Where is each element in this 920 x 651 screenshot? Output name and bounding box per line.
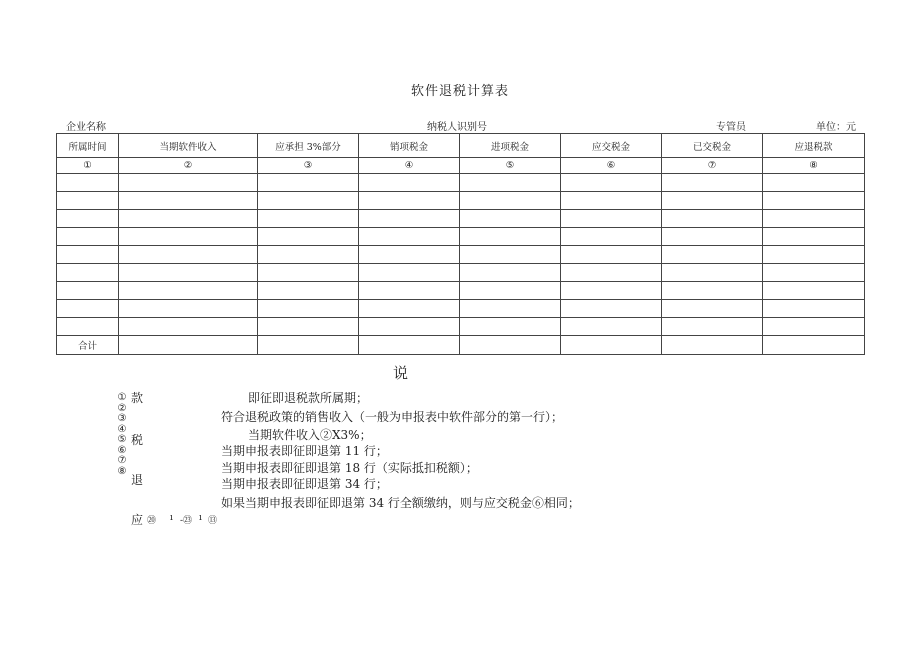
index-cell: ⑦ <box>662 158 763 174</box>
circled-number: ④ <box>117 423 127 435</box>
cell[interactable] <box>258 192 359 210</box>
total-row <box>57 336 865 355</box>
cell[interactable] <box>561 336 662 355</box>
page-title: 软件退税计算表 <box>410 84 509 99</box>
col-software-income: 当期软件收入 <box>119 134 258 158</box>
col-tax-paid: 已交税金 <box>662 134 763 158</box>
taxpayer-id-label: 纳税人识别号 <box>427 122 487 133</box>
cell[interactable] <box>119 282 258 300</box>
cell[interactable] <box>662 300 763 318</box>
cell[interactable] <box>57 228 119 246</box>
cell[interactable] <box>258 246 359 264</box>
fragment: ⑬ <box>208 516 218 526</box>
cell[interactable] <box>57 174 119 192</box>
circled-number: ⑤ <box>117 434 127 445</box>
cell[interactable] <box>359 282 460 300</box>
cell[interactable] <box>662 318 763 336</box>
index-cell: ② <box>119 158 258 174</box>
cell[interactable] <box>763 192 865 210</box>
cell[interactable] <box>763 318 865 336</box>
cell[interactable] <box>763 210 865 228</box>
cell[interactable] <box>460 318 561 336</box>
notes-title: 说 <box>393 364 409 382</box>
cell[interactable] <box>359 192 460 210</box>
cell[interactable] <box>460 210 561 228</box>
cell[interactable] <box>662 264 763 282</box>
note-line: 当期软件收入②X3%； <box>248 428 372 442</box>
index-cell: ⑥ <box>561 158 662 174</box>
cell[interactable] <box>662 336 763 355</box>
cell[interactable] <box>460 300 561 318</box>
cell[interactable] <box>57 300 119 318</box>
cell[interactable] <box>258 318 359 336</box>
cell[interactable] <box>763 336 865 355</box>
total-label: 合计 <box>57 336 119 355</box>
cell[interactable] <box>460 246 561 264</box>
cell[interactable] <box>561 318 662 336</box>
col-period: 所属时间 <box>57 134 119 158</box>
manager-label: 专管员 <box>716 122 746 133</box>
note-line: 当期申报表即征即退第 11 行； <box>221 444 388 458</box>
note-line: 当期申报表即征即退第 34 行； <box>221 477 388 491</box>
cell[interactable] <box>359 300 460 318</box>
cell[interactable] <box>763 246 865 264</box>
separator: ı <box>199 513 202 523</box>
table-row <box>57 174 865 192</box>
cell[interactable] <box>460 336 561 355</box>
col-3pct-share: 应承担 3%部分 <box>258 134 359 158</box>
cell[interactable] <box>359 246 460 264</box>
cell[interactable] <box>119 174 258 192</box>
index-cell: ③ <box>258 158 359 174</box>
cell[interactable] <box>662 282 763 300</box>
cell[interactable] <box>258 174 359 192</box>
cell[interactable] <box>119 228 258 246</box>
cell[interactable] <box>561 228 662 246</box>
cell[interactable] <box>57 282 119 300</box>
cell[interactable] <box>763 282 865 300</box>
circled-number: ⑦ <box>117 455 127 466</box>
cell[interactable] <box>359 174 460 192</box>
note-line: 符合退税政策的销售收入（一般为申报表中软件部分的第一行）； <box>221 410 564 424</box>
cell[interactable] <box>258 264 359 282</box>
cell[interactable] <box>258 228 359 246</box>
index-cell: ① <box>57 158 119 174</box>
separator: ı <box>170 513 173 523</box>
circled-number-stack <box>116 393 128 477</box>
cell[interactable] <box>662 192 763 210</box>
circled-number: ⑧ <box>117 465 127 477</box>
company-name-label: 企业名称 <box>66 122 106 133</box>
cell[interactable] <box>561 246 662 264</box>
table-row <box>57 264 865 282</box>
cell[interactable] <box>57 246 119 264</box>
cell[interactable] <box>119 246 258 264</box>
cell[interactable] <box>561 264 662 282</box>
last-label: 应 <box>131 513 144 527</box>
note-line: 当期申报表即征即退第 18 行（实际抵扣税额）； <box>221 461 478 475</box>
cell[interactable] <box>119 318 258 336</box>
cell[interactable] <box>119 192 258 210</box>
cell[interactable] <box>763 264 865 282</box>
circled-number: ① <box>117 392 127 403</box>
cell[interactable] <box>359 318 460 336</box>
table-row <box>57 228 865 246</box>
fragment: -㉓ <box>180 516 193 526</box>
cell[interactable] <box>359 336 460 355</box>
cell[interactable] <box>258 282 359 300</box>
circled-number: ② <box>117 402 127 414</box>
col-input-tax: 进项税金 <box>460 134 561 158</box>
cell[interactable] <box>57 192 119 210</box>
cell[interactable] <box>57 318 119 336</box>
cell[interactable] <box>662 210 763 228</box>
note-line: 即征即退税款所属期； <box>248 391 369 405</box>
refund-table <box>56 133 865 355</box>
cell[interactable] <box>561 192 662 210</box>
cell[interactable] <box>460 192 561 210</box>
table-row <box>57 282 865 300</box>
cell[interactable] <box>460 264 561 282</box>
index-row <box>57 158 865 174</box>
cell[interactable] <box>57 210 119 228</box>
cell[interactable] <box>662 228 763 246</box>
cell[interactable] <box>460 228 561 246</box>
cell[interactable] <box>763 300 865 318</box>
col-tax-payable: 应交税金 <box>561 134 662 158</box>
cell[interactable] <box>119 336 258 355</box>
table-row <box>57 318 865 336</box>
circled-number: ⑥ <box>117 444 127 456</box>
cell[interactable] <box>359 264 460 282</box>
cell[interactable] <box>119 300 258 318</box>
cell[interactable] <box>258 300 359 318</box>
note-line: 如果当期申报表即征即退第 34 行全额缴纳，则与应交税金⑥相同； <box>221 496 580 510</box>
cell[interactable] <box>763 228 865 246</box>
index-cell: ⑧ <box>763 158 865 174</box>
col-output-tax: 销项税金 <box>359 134 460 158</box>
side-char: 款 <box>131 391 144 405</box>
table-row <box>57 192 865 210</box>
side-char: 税 <box>131 433 144 447</box>
cell[interactable] <box>763 174 865 192</box>
circled-number: ③ <box>117 413 127 424</box>
cell[interactable] <box>460 282 561 300</box>
cell[interactable] <box>561 210 662 228</box>
index-cell: ④ <box>359 158 460 174</box>
cell[interactable] <box>662 246 763 264</box>
side-char: 退 <box>131 473 144 487</box>
cell[interactable] <box>662 174 763 192</box>
cell[interactable] <box>359 210 460 228</box>
cell[interactable] <box>119 210 258 228</box>
col-refund: 应退税款 <box>763 134 865 158</box>
cell[interactable] <box>460 174 561 192</box>
cell[interactable] <box>57 264 119 282</box>
header-row <box>57 134 865 158</box>
cell[interactable] <box>561 300 662 318</box>
cell[interactable] <box>258 336 359 355</box>
cell[interactable] <box>561 174 662 192</box>
table-row <box>57 210 865 228</box>
cell[interactable] <box>258 210 359 228</box>
table-row <box>57 300 865 318</box>
cell[interactable] <box>119 264 258 282</box>
fragment: ⑳ <box>147 516 157 526</box>
unit-label: 单位：元 <box>816 122 856 133</box>
index-cell: ⑤ <box>460 158 561 174</box>
cell[interactable] <box>359 228 460 246</box>
table-row <box>57 246 865 264</box>
cell[interactable] <box>561 282 662 300</box>
